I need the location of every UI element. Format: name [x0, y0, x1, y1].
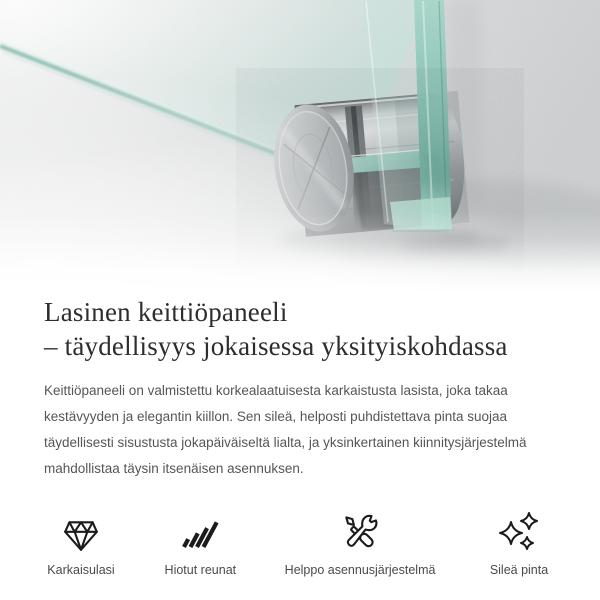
title-line-2: – täydellisyys jokaisessa yksityiskohdassa	[44, 331, 508, 361]
beveled-edges-icon	[181, 512, 219, 552]
sparkles-icon	[499, 512, 539, 552]
page-title	[44, 295, 556, 363]
intro-paragraph: Keittiöpaneeli on valmistettu korkealaatuisesta karkaistusta lasista, joka takaa kestävyyden ja elegantin kiillon. Sen sileä, helposti puhdistettava pinta suojaa täydellisesti sisustusta jokapäiväiseltä lialta, ja yksinkertainen kiinnitysjärjestelmä mahdollistaa täysin itsenäisen asennuksen.	[44, 383, 527, 476]
feature-label: Helppo asennusjärjestelmä	[284, 563, 436, 577]
tools-icon	[340, 512, 380, 552]
hero-photo	[0, 0, 600, 292]
feature-easy-mounting	[285, 512, 436, 577]
feature-ground-edges	[165, 512, 237, 577]
features-row	[44, 512, 556, 577]
feature-label: Karkaisulasi	[47, 563, 115, 577]
diamond-icon	[62, 512, 100, 552]
title-line-1: Lasinen keittiöpaneeli	[44, 297, 288, 327]
feature-label: Sileä pinta	[489, 563, 549, 577]
text-section	[0, 295, 600, 577]
feature-tempered-glass	[46, 512, 116, 577]
feature-smooth-surface	[484, 512, 554, 577]
glass-panel-bracket-photo	[0, 0, 600, 292]
feature-label: Hiotut reunat	[164, 563, 237, 577]
